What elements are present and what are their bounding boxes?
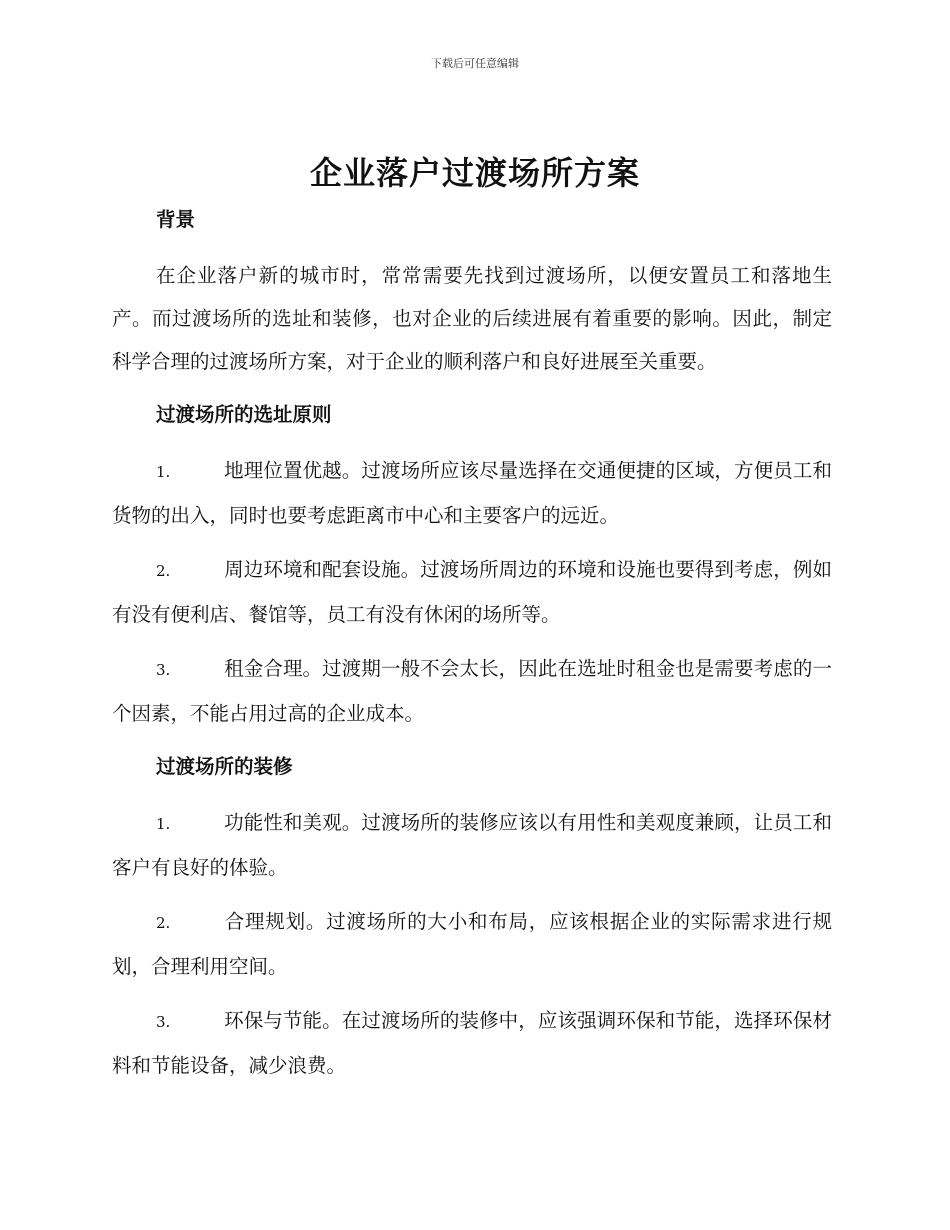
document-title: 企业落户过渡场所方案 [309,154,640,192]
list-item [112,647,832,735]
list-item-number: 3. [156,1013,171,1031]
list-item-text: 功能性和美观。过渡场所的装修应该以有用性和美观度兼顾，让员工和客户有良好的体验。 [112,811,832,879]
list-item-number: 1. [156,815,171,833]
list-item [112,900,832,988]
page-header-note: 下载后可任意编辑 [431,57,519,70]
list-item [112,548,832,636]
list-item-number: 2. [156,914,171,932]
list-item-text: 周边环境和配套设施。过渡场所周边的环境和设施也要得到考虑，例如有没有便利店、餐馆等，员工有没有休闲的场所等。 [112,558,832,626]
list-item-number: 3. [156,661,171,679]
list-item-number: 2. [156,562,171,580]
section-heading-background: 背景 [156,208,196,231]
list-item-text: 地理位置优越。过渡场所应该尽量选择在交通便捷的区域，方便员工和货物的出入，同时也要考虑距离市中心和主要客户的远近。 [112,459,832,527]
background-paragraph: 在企业落户新的城市时，常常需要先找到过渡场所，以便安置员工和落地生产。而过渡场所的选址和装修，也对企业的后续进展有着重要的影响。因此，制定科学合理的过渡场所方案，对于企业的顺利落户和良好进展至关重要。 [112,264,832,373]
list-item-text: 合理规划。过渡场所的大小和布局，应该根据企业的实际需求进行规划，合理利用空间。 [112,910,832,978]
section-heading-renovation: 过渡场所的装修 [156,755,293,778]
list-item-number: 1. [156,463,171,481]
document-body [112,204,832,1087]
list-item-text: 租金合理。过渡期一般不会太长，因此在选址时租金也是需要考虑的一个因素，不能占用过高的企业成本。 [112,657,832,725]
list-item [112,801,832,889]
list-item [112,449,832,537]
list-item-text: 环保与节能。在过渡场所的装修中，应该强调环保和节能，选择环保材料和节能设备，减少浪费。 [112,1009,832,1077]
section-heading-site-principles: 过渡场所的选址原则 [156,403,332,426]
list-item [112,999,832,1087]
